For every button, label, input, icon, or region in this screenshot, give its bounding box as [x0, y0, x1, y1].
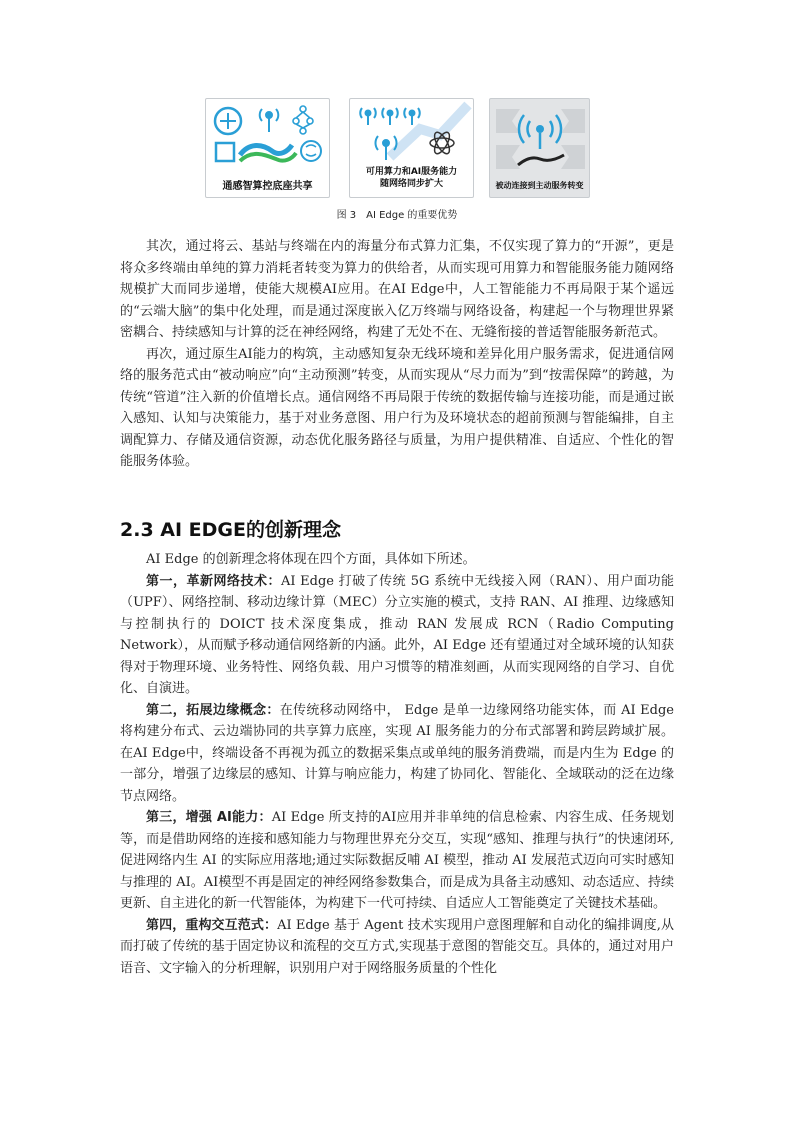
- network-icon: [293, 106, 313, 134]
- antenna-icon: [260, 109, 279, 132]
- section-heading: 2.3 AI EDGE的创新理念: [120, 519, 341, 541]
- list-item: [120, 700, 674, 808]
- growth-arrow-icon: [390, 105, 468, 157]
- list-item: [120, 915, 674, 980]
- figure-panel-active-service: [489, 98, 590, 198]
- item-lead: 第四，重构交互范式：: [146, 917, 278, 933]
- chip-icon: [216, 143, 234, 161]
- list-item: [120, 807, 674, 915]
- body-section-2: [120, 549, 674, 979]
- figure-panel-shared-base: [205, 98, 330, 198]
- paragraph: 再次，通过原生AI能力的构筑，主动感知复杂无线环境和差异化用户服务需求，促进通信网络的服务范式由“被动响应”向“主动预测”转变，从而实现从“尽力而为”到“按需保障”的跨越，为传统“管道”注入新的价值增长点。通信网络不再局限于传统的数据传输与连接功能，而是通过嵌入感知、认知与决策能力，基于对业务意图、用户行为及环境状态的超前预测与智能编排，自主调配算力、存储及通信资源，动态优化服务路径与质量，为用户提供精准、自适应、个性化的智能服务体验。: [120, 346, 674, 469]
- brain-icon: [301, 141, 321, 161]
- panel-caption: [354, 166, 469, 190]
- panel-caption-line: 可用算力和AI服务能力: [365, 167, 458, 177]
- item-text: AI Edge 所支持的AI应用并非单纯的信息检索、内容生成、任务规划等，而是借助网络的连接和感知能力与物理世界充分交互，实现“感知、推理与执行”的快速闭环,促进网络内生 AI 的实际应用落地;通过实际数据反哺 AI 模型，推动 AI 发展范式迈向可实时感知与推理的 AI。AI模型不再是固定的神经网络参数集合，而是成为具备主动感知、动态适应、持续更新、自主进化的新一代智能体，为构建下一代可持续、自适应人工智能奠定了关键技术基础。: [120, 810, 674, 911]
- figure-caption: 图 3 AI Edge 的重要优势: [336, 210, 458, 221]
- paragraph: AI Edge 的创新理念将体现在四个方面，具体如下所述。: [146, 552, 476, 567]
- list-item: [120, 571, 674, 700]
- item-text: 在传统移动网络中， Edge 是单一边缘网络功能实体，而 AI Edge 将构建分布式、云边端协同的共享算力底座，实现 AI 服务能力的分布式部署和跨层跨域扩展。在AI Edge中，终端设备不再视为孤立的数据采集点或单纯的服务消费端，而是内生为 Edge 的一部分，增强了边缘层的感知、计算与响应能力，构建了协同化、智能化、全域联动的泛在边缘节点网络。: [120, 702, 674, 804]
- item-lead: 第一，革新网络技术：: [146, 573, 281, 589]
- figure-3: [205, 98, 590, 198]
- item-text: AI Edge 基于 Agent 技术实现用户意图理解和自动化的编排调度,从而打破了传统的基于固定协议和流程的交互方式,实现基于意图的智能交互。具体的，通过对用户语音、文字输入的分析理解，识别用户对于网络服务质量的个性化: [120, 917, 674, 976]
- panel-caption: 通感智算控底座共享: [222, 181, 313, 192]
- paragraph: 其次，通过将云、基站与终端在内的海量分布式算力汇集，不仅实现了算力的“开源”，更是将众多终端由单纯的算力消耗者转变为算力的供给者，从而实现可用算力和智能服务能力随网络规模扩大而同步递增，使能大规模AI应用。在AI Edge中，人工智能能力不再局限于某个遥远的“云端大脑”的集中化处理，而是通过深度嵌入亿万终端与网络设备，构建起一个与物理世界紧密耦合、持续感知与计算的泛在神经网络，构建了无处不在、无缝衔接的普适智能服务新范式。: [120, 239, 674, 340]
- panel-caption: 被动连接到主动服务转变: [495, 181, 584, 190]
- item-text: AI Edge 打破了传统 5G 系统中无线接入网（RAN）、用户面功能（UPF）、网络控制、移动边缘计算（MEC）分立实施的模式，支持 RAN、AI 推理、边缘感知与控制执行的 DOICT 技术深度集成，推动 RAN 发展成 RCN（Radio Computing Network），从而赋予移动通信网络新的内涵。此外，AI Edge 还有望通过对全域环境的认知获得对于物理环境、业务特性、网络负载、用户习惯等的精准刻画，从而实现网络的自学习、自优化、自演进。: [120, 573, 674, 696]
- panel-caption-line: 随网络同步扩大: [379, 179, 443, 189]
- item-lead: 第二，拓展边缘概念：: [146, 702, 280, 718]
- figure-panel-compute-growth: [349, 98, 474, 198]
- body-section-1: [120, 236, 674, 473]
- antenna-hand-icon: [518, 115, 564, 165]
- item-lead: 第三，增强 AI能力：: [146, 810, 272, 825]
